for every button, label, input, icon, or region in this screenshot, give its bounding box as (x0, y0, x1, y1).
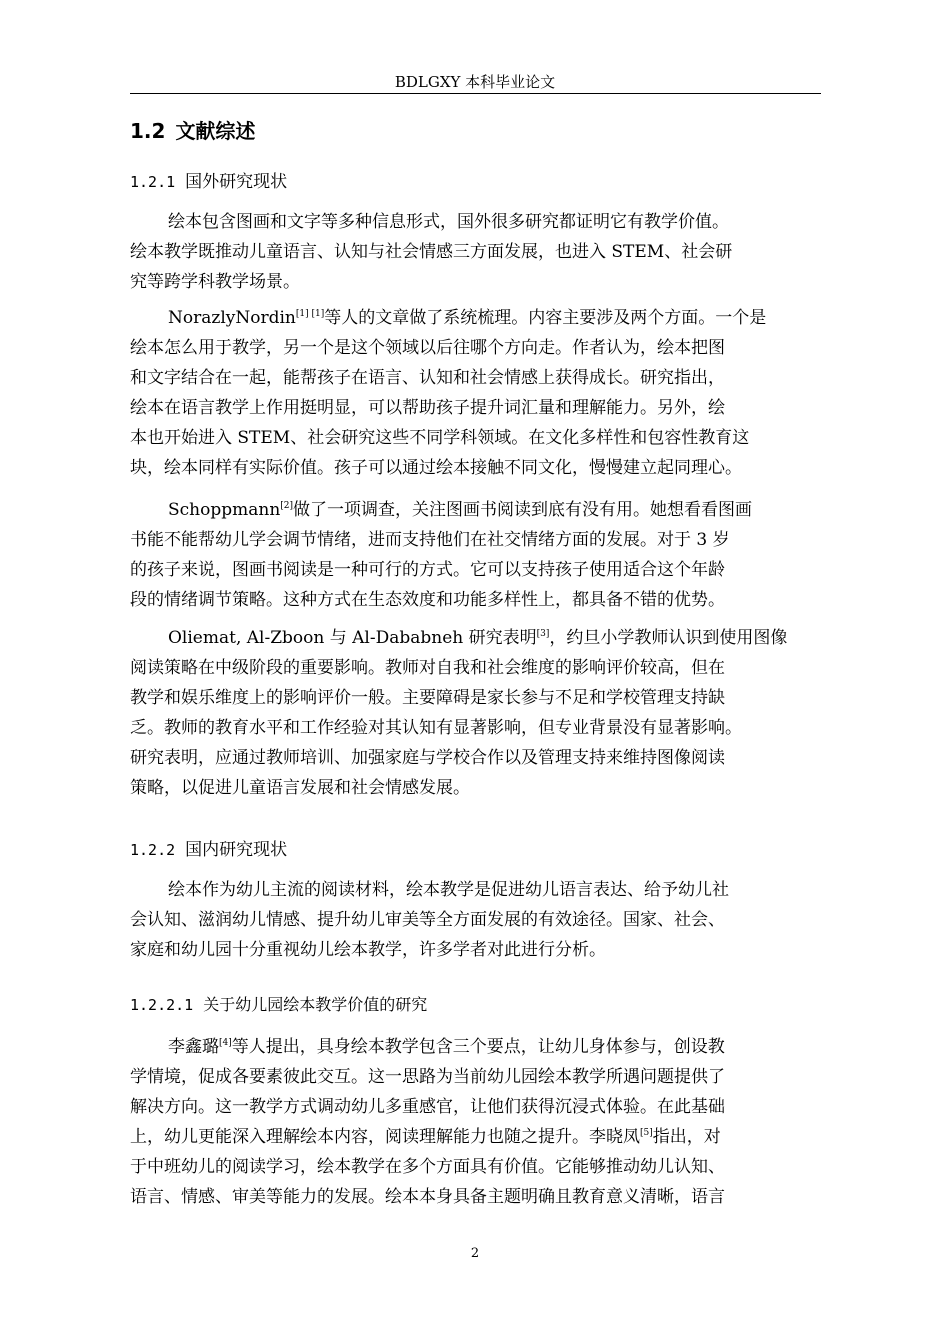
paragraph-line: 学情境，促成各要素彼此交互。这一思路为当前幼儿园绘本教学所遇问题提供了 (130, 1067, 725, 1087)
paragraph-3 (130, 495, 820, 615)
author-name: NorazlyNordin (168, 308, 296, 328)
paragraph-line: 绘本教学既推动儿童语言、认知与社会情感三方面发展，也进入 STEM、社会研 (130, 242, 733, 262)
citation-ref: [4] (219, 1038, 232, 1048)
paragraph-line: 的孩子来说，图画书阅读是一种可行的方式。它可以支持孩子使用适合这个年龄 (130, 560, 725, 580)
paragraph-2 (130, 303, 820, 483)
paragraph-text: 等人的文章做了系统梳理。内容主要涉及两个方面。一个是 (324, 308, 767, 328)
citation-ref: [3] (536, 629, 550, 639)
paragraph-line: 究等跨学科教学场景。 (130, 272, 300, 292)
paragraph-line: 块，绘本同样有实际价值。孩子可以通过绘本接触不同文化，慢慢建立起同理心。 (130, 458, 742, 478)
subsection-number: 1.2.2 (130, 841, 176, 859)
subsection-heading-2 (130, 839, 287, 861)
paragraph-line: 绘本作为幼儿主流的阅读材料，绘本教学是促进幼儿语言表达、给予幼儿社 (168, 880, 729, 900)
paragraph-line (130, 1032, 820, 1062)
paragraph-line: 段的情绪调节策略。这种方式在生态效度和功能多样性上，都具备不错的优势。 (130, 590, 725, 610)
paragraph-line: 解决方向。这一教学方式调动幼儿多重感官，让他们获得沉浸式体验。在此基础 (130, 1097, 725, 1117)
paragraph-line: 本也开始进入 STEM、社会研究这些不同学科领域。在文化多样性和包容性教育这 (130, 428, 750, 448)
running-header: BDLGXY 本科毕业论文 (394, 73, 556, 91)
paragraph-line: 策略，以促进儿童语言发展和社会情感发展。 (130, 778, 470, 798)
paragraph-line: 阅读策略在中级阶段的重要影响。教师对自我和社会维度的影响评价较高，但在 (130, 658, 725, 678)
paragraph-line: 绘本怎么用于教学，另一个是这个领域以后往哪个方向走。作者认为，绘本把图 (130, 338, 725, 358)
paragraph-line: 家庭和幼儿园十分重视幼儿绘本教学，许多学者对此进行分析。 (130, 940, 606, 960)
paragraph-line: 会认知、滋润幼儿情感、提升幼儿审美等全方面发展的有效途径。国家、社会、 (130, 910, 725, 930)
subsubsection-title: 关于幼儿园绘本教学价值的研究 (203, 995, 428, 1014)
paragraph-line: 和文字结合在一起，能帮孩子在语言、认知和社会情感上获得成长。研究指出， (130, 368, 725, 388)
section-number: 1.2 (130, 119, 166, 143)
paragraph-text: 做了一项调查，关注图画书阅读到底有没有用。她想看看图画 (293, 500, 753, 520)
paragraph-line: 教学和娱乐维度上的影响评价一般。主要障碍是家长参与不足和学校管理支持缺 (130, 688, 725, 708)
citation-ref: [1] [1] (295, 309, 325, 319)
subsection-title: 国内研究现状 (185, 840, 288, 860)
author-names: Oliemat, Al-Zboon 与 Al-Dababneh 研究表明 (168, 628, 537, 648)
paragraph-line: 绘本包含图画和文字等多种信息形式，国外很多研究都证明它有教学价值。 (168, 212, 729, 232)
header-rule (130, 93, 821, 94)
citation-ref: [5] (640, 1128, 653, 1138)
paragraph-line: 乏。教师的教育水平和工作经验对其认知有显著影响，但专业背景没有显著影响。 (130, 718, 742, 738)
paragraph-text: 指出，对 (652, 1127, 721, 1147)
author-name: 李鑫璐 (168, 1037, 219, 1057)
paragraph-line (130, 495, 820, 525)
page-number: 2 (470, 1246, 480, 1261)
subsubsection-number: 1.2.2.1 (130, 996, 194, 1014)
paragraph-line: 于中班幼儿的阅读学习，绘本教学在多个方面具有价值。它能够推动幼儿认知、 (130, 1157, 725, 1177)
paragraph-6 (130, 1032, 820, 1212)
author-name: Schoppmann (168, 500, 281, 520)
subsection-number: 1.2.1 (130, 173, 176, 191)
paragraph-line: 书能不能帮幼儿学会调节情绪，进而支持他们在社交情绪方面的发展。对于 3 岁 (130, 530, 730, 550)
paragraph-line: 绘本在语言教学上作用挺明显，可以帮助孩子提升词汇量和理解能力。另外，绘 (130, 398, 725, 418)
paragraph-line: 语言、情感、审美等能力的发展。绘本本身具备主题明确且教育意义清晰，语言 (130, 1187, 725, 1207)
section-heading (130, 118, 255, 144)
paragraph-line: 研究表明，应通过教师培训、加强家庭与学校合作以及管理支持来维持图像阅读 (130, 748, 725, 768)
paragraph-line (130, 623, 820, 653)
paragraph-line (130, 303, 820, 333)
paragraph-1 (130, 207, 820, 297)
paragraph-4 (130, 623, 820, 803)
paragraph-line (130, 1122, 820, 1152)
subsection-heading-1 (130, 171, 287, 193)
subsubsection-heading (130, 994, 427, 1016)
paragraph-text: 上，幼儿更能深入理解绘本内容，阅读理解能力也随之提升。李晓凤 (130, 1127, 640, 1147)
subsection-title: 国外研究现状 (185, 172, 288, 192)
paragraph-text: ，约旦小学教师认识到使用图像 (549, 628, 788, 648)
paragraph-text: 等人提出，具身绘本教学包含三个要点，让幼儿身体参与，创设教 (231, 1037, 725, 1057)
paragraph-5 (130, 875, 820, 965)
citation-ref: [2] (280, 501, 294, 511)
section-title: 文献综述 (175, 119, 256, 143)
